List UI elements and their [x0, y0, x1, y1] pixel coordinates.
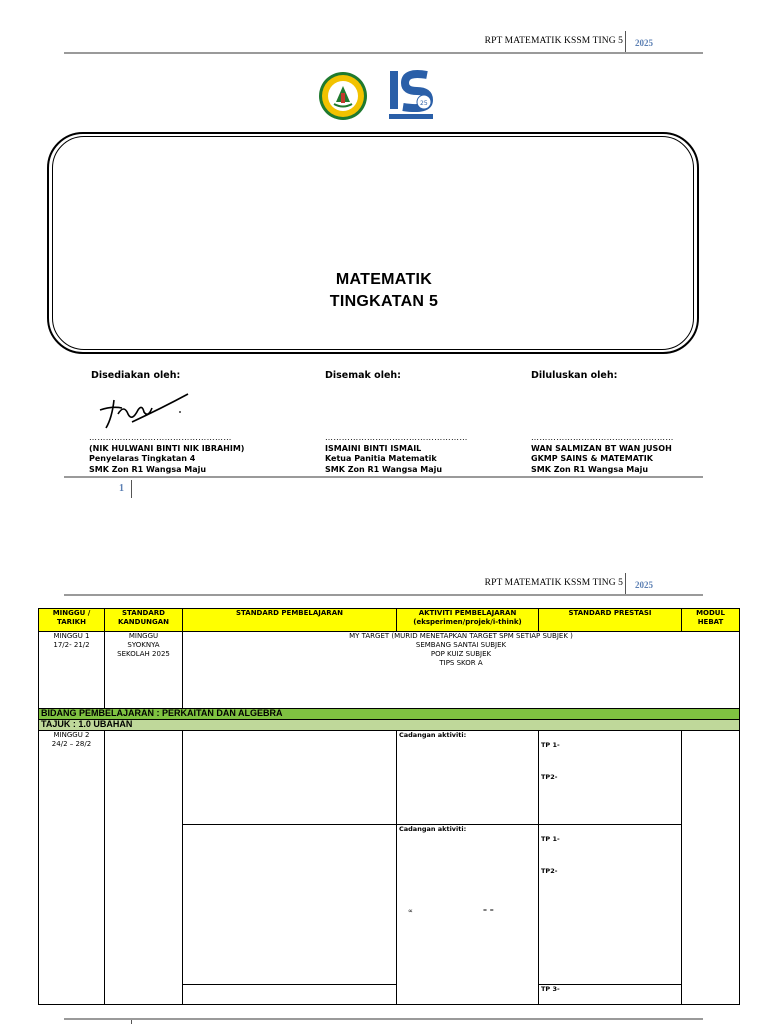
cover-title-inner-frame [52, 136, 694, 350]
standard-kandungan-cell [105, 632, 183, 709]
header-rule [64, 52, 703, 54]
signatory-role: GKMP SAINS & MATEMATIK [531, 454, 653, 463]
header-title: RPT MATEMATIK KSSM TING 5 [484, 578, 623, 588]
column-header: MODUL HEBAT [682, 609, 740, 632]
prepared-by-heading: Disediakan oleh: [91, 370, 181, 381]
proportional-symbol: ∝ [408, 907, 414, 915]
tp1-label: TP 1- [541, 741, 560, 749]
checked-by-heading: Disemak oleh: [325, 370, 401, 381]
activity-merged-cell [183, 632, 740, 709]
week-dates: 17/2- 21/2 [53, 641, 90, 649]
signature-line: …………………………………………… [325, 433, 468, 442]
standard-pembelajaran-cell [183, 731, 397, 825]
signatory-school: SMK Zon R1 Wangsa Maju [89, 464, 207, 474]
week-dates: 24/2 – 28/2 [51, 740, 92, 748]
header-title: RPT MATEMATIK KSSM TING 5 [484, 36, 623, 46]
footer-rule [64, 1018, 703, 1020]
column-header: MINGGU / TARIKH [39, 609, 105, 632]
activity-line: POP KUIZ SUBJEK [430, 650, 492, 658]
school-logo-icon [318, 71, 368, 121]
sk-text: MINGGU [128, 632, 159, 640]
week-cell [39, 632, 105, 709]
activity-cell [397, 731, 539, 825]
week-label: MINGGU 2 [53, 731, 90, 739]
approved-by-heading: Diluluskan oleh: [531, 370, 618, 381]
cadangan-label: Cadangan aktiviti: [399, 825, 467, 833]
standard-pembelajaran-cell [183, 825, 397, 985]
activity-cell [397, 825, 539, 1005]
topic-title: TAJUK : 1.0 UBAHAN [39, 720, 740, 731]
header-separator [625, 31, 626, 53]
standard-prestasi-cell [539, 985, 682, 1005]
bidang-pembelajaran: BIDANG PEMBELAJARAN : PERKAITAN DAN ALGEBRA [39, 709, 740, 720]
standard-kandungan-cell [105, 731, 183, 1005]
activity-line: SEMBANG SANTAI SUBJEK [415, 641, 507, 649]
tp1-label: TP 1- [541, 835, 560, 843]
section-row-bidang [39, 709, 740, 720]
sk-text: SYOKNYA [127, 641, 160, 649]
signature-line: …………………………………………… [89, 433, 232, 442]
section-row-tajuk [39, 720, 740, 731]
week-cell [39, 731, 105, 1005]
svg-text:25: 25 [420, 100, 428, 107]
signatory-name: WAN SALMIZAN BT WAN JUSOH [531, 443, 672, 453]
signature-prepared-by [89, 433, 244, 475]
column-header: STANDARD KANDUNGAN [105, 609, 183, 632]
dash-marks: – – [483, 905, 494, 914]
signature-line: …………………………………………… [531, 433, 674, 442]
signatory-name: (NIK HULWANI BINTI NIK IBRAHIM) [89, 443, 245, 453]
page-number-separator [131, 1020, 132, 1024]
header-year: 2025 [635, 580, 653, 590]
header-separator [625, 573, 626, 595]
table-header-row [39, 609, 740, 632]
tp2-label: TP2- [541, 773, 558, 781]
activity-line: MY TARGET (MURID MENETAPKAN TARGET SPM SETIAP SUBJEK ) [349, 632, 573, 640]
page-number-separator [131, 480, 132, 498]
signatory-role: Penyelaras Tingkatan 4 [89, 454, 196, 463]
column-header: AKTIVITI PEMBELAJARAN (eksperimen/projek/i-think) [397, 609, 539, 632]
page-header-2 [64, 578, 703, 602]
signatory-role: Ketua Panitia Matematik [325, 454, 437, 463]
signatory-name: ISMAINI BINTI ISMAIL [325, 443, 422, 453]
footer-rule [64, 476, 703, 478]
activity-line: TIPS SKOR A [439, 659, 483, 667]
header-year: 2025 [635, 38, 653, 48]
cover-title: MATEMATIK [335, 271, 433, 288]
column-header: STANDARD PRESTASI [539, 609, 682, 632]
signatory-school: SMK Zon R1 Wangsa Maju [531, 464, 649, 474]
standard-prestasi-cell [539, 825, 682, 985]
standard-prestasi-cell [539, 731, 682, 825]
cadangan-label: Cadangan aktiviti: [399, 731, 467, 739]
signatory-school: SMK Zon R1 Wangsa Maju [325, 464, 443, 474]
header-rule [64, 594, 703, 596]
cover-subtitle: TINGKATAN 5 [329, 293, 439, 310]
table-row [39, 731, 740, 825]
signature-approved-by [531, 433, 674, 475]
handwritten-signature-icon [92, 388, 192, 433]
signature-checked-by [325, 433, 468, 475]
page-number: 1 [119, 483, 124, 494]
week-label: MINGGU 1 [53, 632, 90, 640]
column-header: STANDARD PEMBELAJARAN [183, 609, 397, 632]
sk-text: SEKOLAH 2025 [117, 650, 170, 658]
is25-logo-icon [387, 69, 435, 123]
tp3-label: TP 3- [541, 985, 560, 993]
modul-hebat-cell [682, 731, 740, 1005]
table-row [39, 632, 740, 709]
page-header-1 [64, 36, 703, 60]
rpt-table [38, 608, 740, 1005]
standard-pembelajaran-cell [183, 985, 397, 1005]
tp2-label: TP2- [541, 867, 558, 875]
